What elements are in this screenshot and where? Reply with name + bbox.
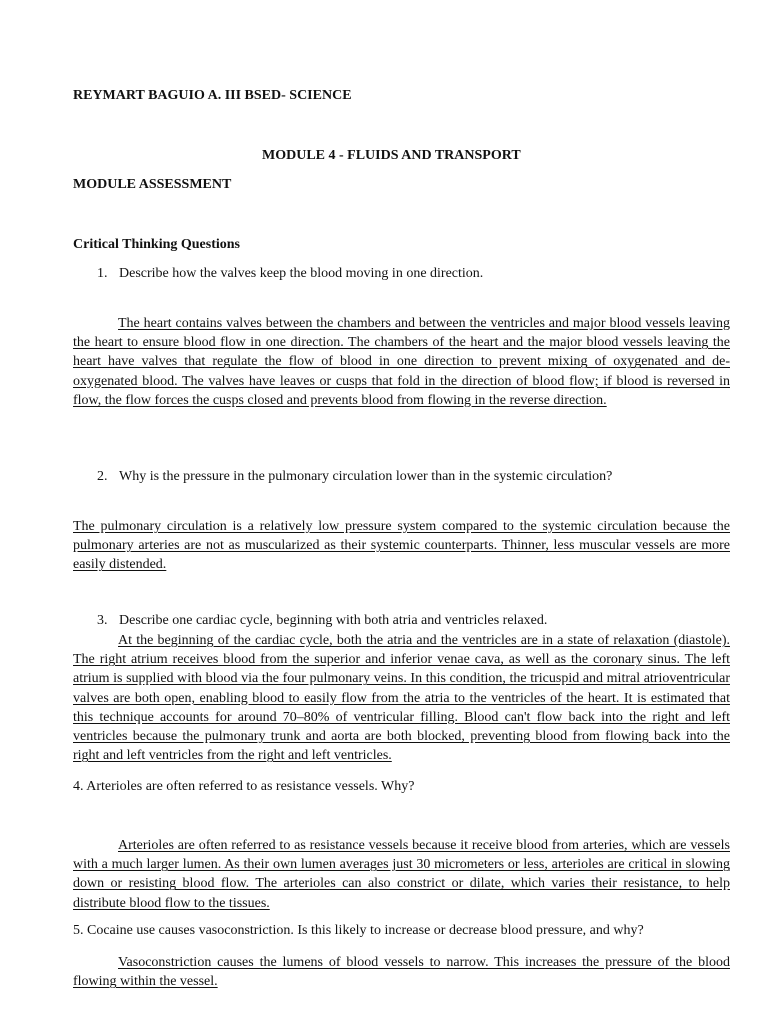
answer-text: At the beginning of the cardiac cycle, both the atria and the ventricles are in a state of relaxation (diastole). The right atrium receives blood from the superior and inferior venae cava, as well as the coronary sinus. The left atrium is supplied with blood via the four pulmonary veins. In this condition, the tricuspid and mitral atrioventricular valves are both open, enabling blood to easily flow from the atria to the ventricles of the heart. It is estimated that this technique accounts for around 70–80% of ventricular filling. Blood can't flow back into the right and left ventricles because the pulmonary trunk and aorta are both blocked, preventing blood from flowing back into the right and left ventricles from the right and left ventricles. (73, 633, 730, 764)
answer-text: Vasoconstriction causes the lumens of blood vessels to narrow. This increases the pressure of the blood flowing within the vessel. (73, 955, 730, 990)
answer-text: The pulmonary circulation is a relatively low pressure system compared to the systemic circulation because the pulmonary arteries are not as muscularized as their systemic counterparts. Thinner, less muscular vessels are more easily distended. (73, 519, 730, 573)
question-text: Cocaine use causes vasoconstriction. Is this likely to increase or decrease blood pressure, and why? (87, 923, 644, 938)
question-number: 2. (97, 469, 108, 484)
question-text: Describe one cardiac cycle, beginning with both atria and ventricles relaxed. (119, 613, 548, 628)
section-title: Critical Thinking Questions (73, 237, 241, 252)
module-title: MODULE 4 - FLUIDS AND TRANSPORT (262, 148, 521, 163)
question-number: 3. (97, 613, 108, 628)
question-text: Arterioles are often referred to as resistance vessels. Why? (86, 779, 415, 794)
question-text: Describe how the valves keep the blood moving in one direction. (119, 266, 484, 281)
question-number: 4. (73, 779, 84, 794)
assessment-heading: MODULE ASSESSMENT (73, 177, 232, 192)
answer-text: The heart contains valves between the chambers and between the ventricles and major blood vessels leaving the heart to ensure blood flow in one direction. The chambers of the heart and the major blood vessels leaving the heart have valves that regulate the flow of blood in one direction to prevent mixing of oxygenated and de-oxygenated blood. The valves have leaves or cusps that fold in the direction of blood flow; if blood is reversed in flow, the flow forces the cusps closed and prevents blood from flowing in the reverse direction. (73, 316, 730, 408)
question-number: 5. (73, 923, 84, 938)
author-line: REYMART BAGUIO A. III BSED- SCIENCE (73, 88, 352, 103)
question-number: 1. (97, 266, 108, 281)
answer-text: Arterioles are often referred to as resistance vessels because it receive blood from arteries, which are vessels with a much larger lumen. As their own lumen averages just 30 micrometers or less, arterioles are critical in slowing down or resisting blood flow. The arterioles can also constrict or dilate, which varies their resistance, to help distribute blood flow to the tissues. (73, 838, 730, 911)
question-line (73, 779, 414, 795)
question-text: Why is the pressure in the pulmonary circulation lower than in the systemic circulation? (119, 469, 613, 484)
question-line (73, 923, 644, 939)
